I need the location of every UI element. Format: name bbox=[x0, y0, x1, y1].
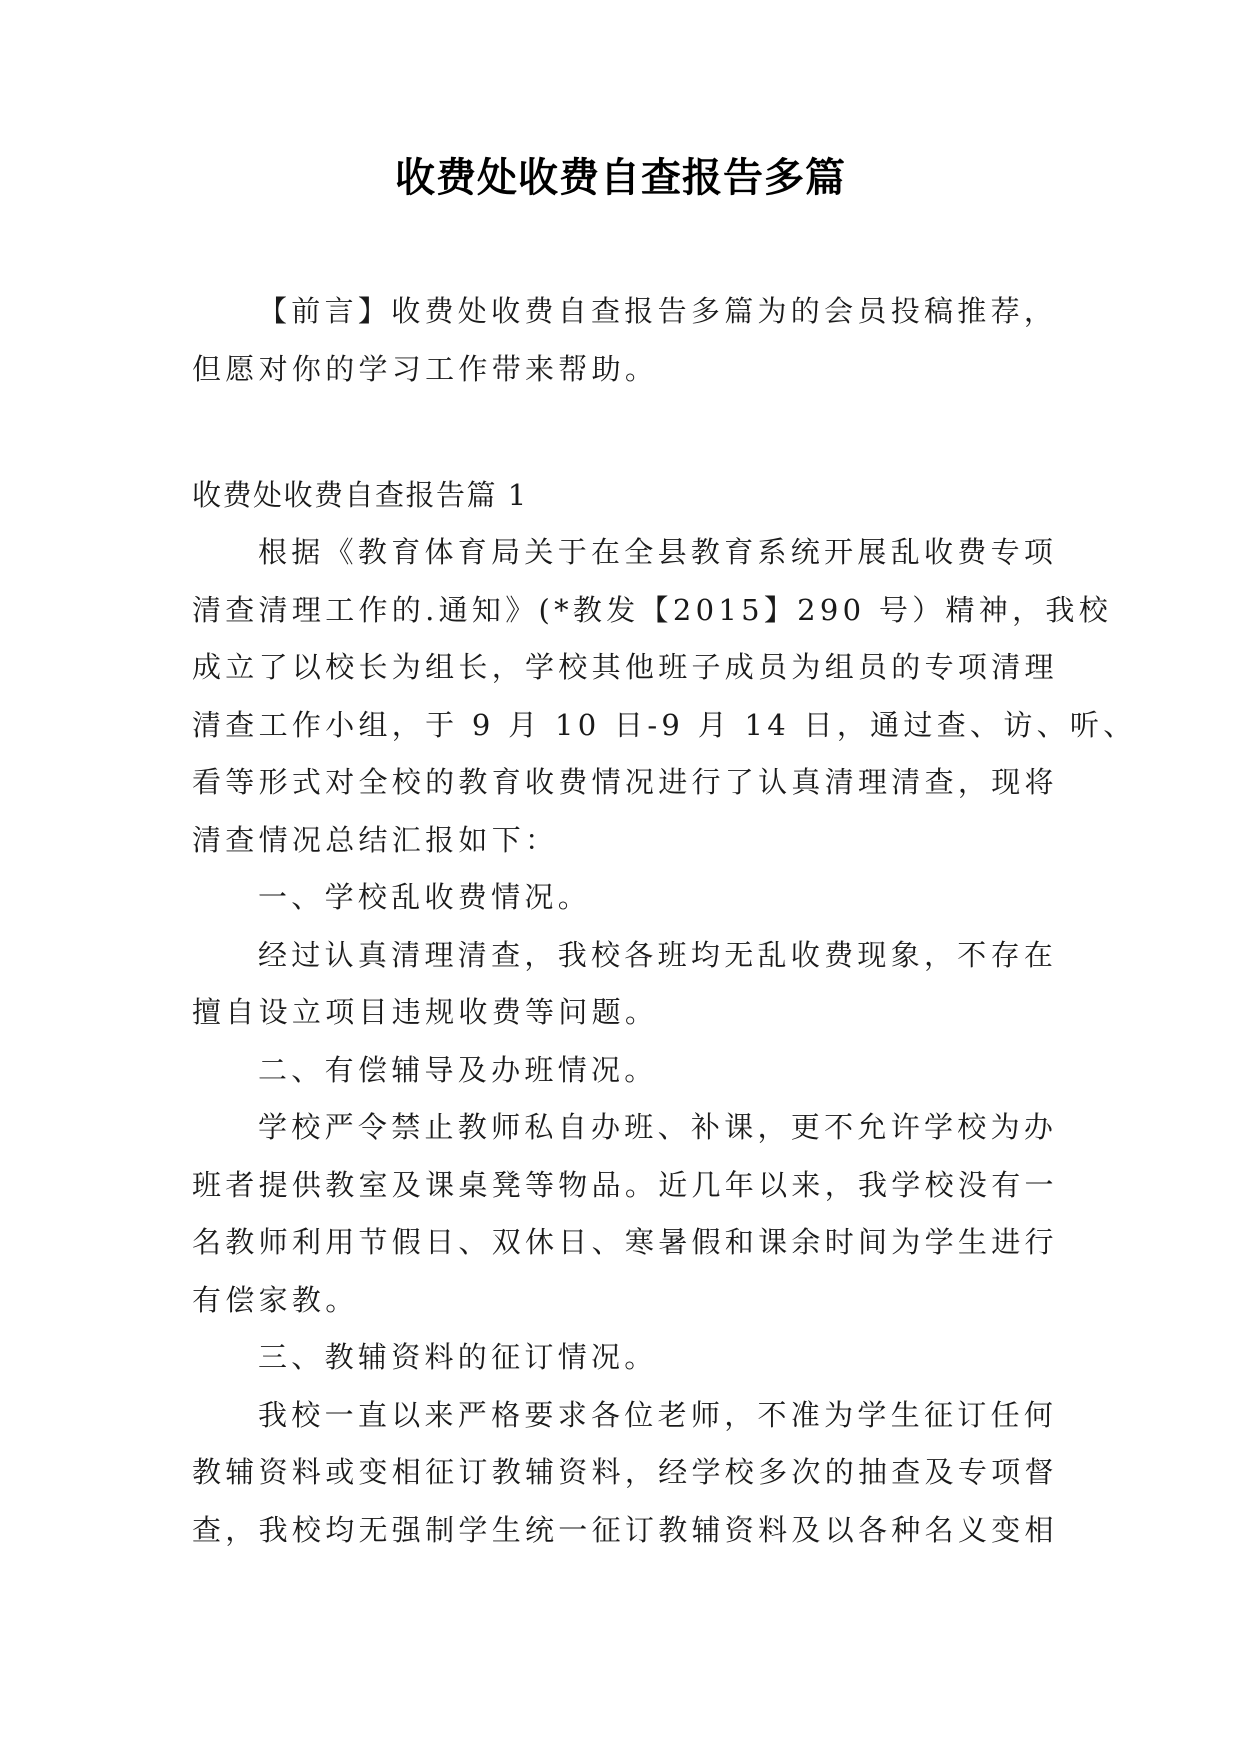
body-line: 擅自设立项目违规收费等问题。 bbox=[192, 995, 659, 1029]
body-line: 有偿家教。 bbox=[192, 1282, 359, 1317]
body-line: 学校严令禁止教师私自办班、补课，更不允许学校为办 bbox=[258, 1110, 1058, 1144]
body-line: 根据《教育体育局关于在全县教育系统开展乱收费专项 bbox=[258, 535, 1058, 569]
body-text bbox=[192, 524, 1137, 1559]
body-line: 我校一直以来严格要求各位老师，不准为学生征订任何 bbox=[258, 1397, 1058, 1432]
preface-line: 【前言】收费处收费自查报告多篇为的会员投稿推荐， bbox=[258, 294, 1058, 328]
body-line: 成立了以校长为组长，学校其他班子成员为组员的专项清理 bbox=[192, 650, 1058, 684]
body-line: 经过认真清理清查，我校各班均无乱收费现象，不存在 bbox=[258, 937, 1058, 972]
body-line: 教辅资料或变相征订教辅资料，经学校多次的抽查及专项督 bbox=[192, 1455, 1058, 1489]
body-line: 班者提供教室及课桌凳等物品。近几年以来，我学校没有一 bbox=[192, 1167, 1058, 1202]
document-title: 收费处收费自查报告多篇 bbox=[395, 155, 846, 201]
body-line: 名教师利用节假日、双休日、寒暑假和课余时间为学生进行 bbox=[192, 1225, 1058, 1259]
subsection-heading: 三、教辅资料的征订情况。 bbox=[258, 1340, 658, 1374]
body-line: 清查情况总结汇报如下： bbox=[192, 822, 559, 857]
preface-paragraph bbox=[192, 283, 1058, 398]
body-line: 清查工作小组，于 9 月 10 日-9 月 14 日，通过查、访、听、 bbox=[192, 707, 1137, 742]
body-line: 清查清理工作的.通知》(*教发【2015】290 号）精神，我校 bbox=[192, 592, 1113, 627]
subsection-heading: 一、学校乱收费情况。 bbox=[258, 880, 592, 914]
preface-line: 但愿对你的学习工作带来帮助。 bbox=[192, 351, 659, 386]
section-heading: 收费处收费自查报告篇 1 bbox=[192, 478, 528, 512]
body-line: 看等形式对全校的教育收费情况进行了认真清理清查，现将 bbox=[192, 765, 1058, 799]
body-line: 查，我校均无强制学生统一征订教辅资料及以各种名义变相 bbox=[192, 1512, 1058, 1547]
subsection-heading: 二、有偿辅导及办班情况。 bbox=[258, 1052, 658, 1087]
